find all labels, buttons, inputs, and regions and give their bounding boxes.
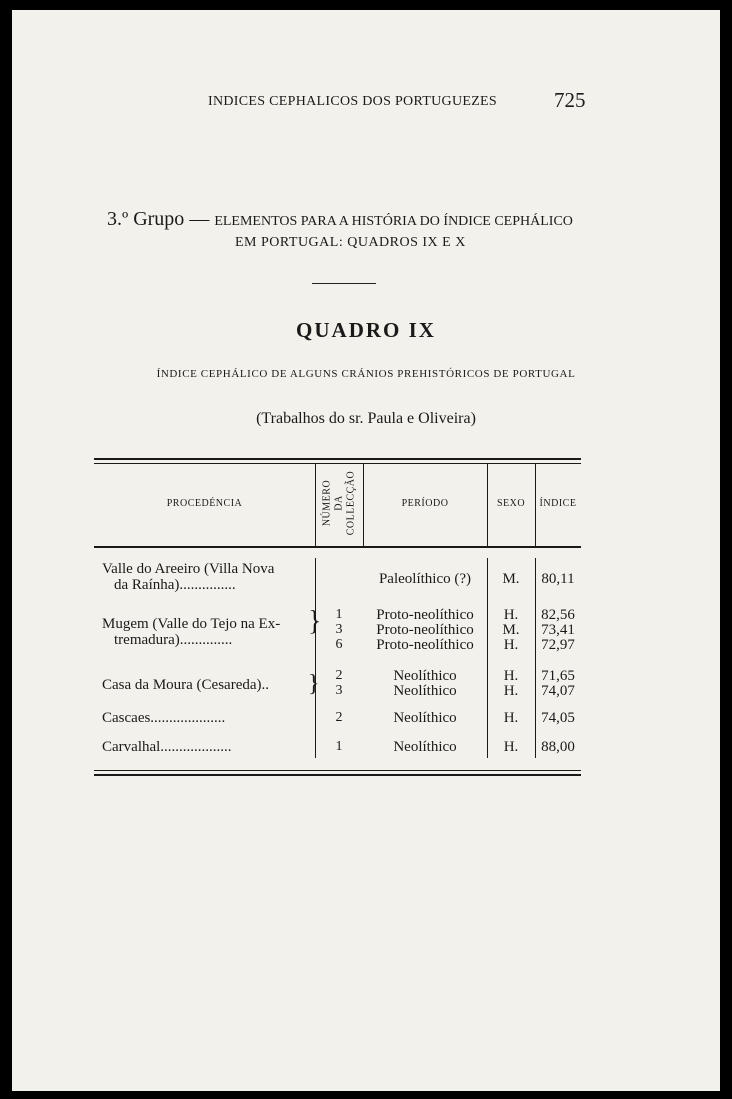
row-2b-indice: 73,41 bbox=[541, 622, 575, 638]
row-4-numero: 2 bbox=[335, 710, 343, 725]
row-3b-periodo: Neolíthico bbox=[393, 683, 457, 699]
row-2b-numero: 3 bbox=[335, 622, 343, 637]
row-3b-numero: 3 bbox=[335, 683, 343, 698]
header-procedencia: PROCEDÉNCIA bbox=[166, 498, 243, 509]
row-3a-indice: 71,65 bbox=[541, 668, 575, 684]
row-2-procedencia-1: Mugem (Valle do Tejo na Ex- bbox=[102, 616, 281, 632]
group-lead: 3.º Grupo bbox=[107, 208, 185, 230]
page-number: 725 bbox=[554, 88, 586, 112]
row-2b-sexo: M. bbox=[502, 622, 520, 638]
row-2c-numero: 6 bbox=[335, 637, 343, 652]
row-2-brace: } bbox=[308, 606, 322, 637]
quadro-title: QUADRO IX bbox=[296, 318, 436, 342]
group-heading-line2: EM PORTUGAL: QUADROS IX E X bbox=[235, 235, 466, 250]
header-numero: NÚMERO DA COLLECÇÃO bbox=[321, 470, 356, 536]
row-3b-sexo: H. bbox=[503, 683, 519, 699]
col-divider-1 bbox=[315, 558, 316, 758]
row-2c-periodo: Proto-neolíthico bbox=[376, 637, 474, 653]
row-2a-periodo: Proto-neolíthico bbox=[376, 607, 474, 623]
row-5-sexo: H. bbox=[503, 739, 519, 755]
row-5-procedencia: Carvalhal................... bbox=[102, 739, 232, 755]
row-4-sexo: H. bbox=[503, 710, 519, 726]
header-indice: ÍNDICE bbox=[539, 498, 577, 509]
row-4-indice: 74,05 bbox=[541, 710, 575, 726]
row-2a-indice: 82,56 bbox=[541, 607, 575, 623]
index-table bbox=[94, 458, 581, 780]
section-divider bbox=[312, 283, 376, 284]
book-page bbox=[12, 10, 720, 1091]
quadro-credit: (Trabalhos do sr. Paula e Oliveira) bbox=[256, 410, 476, 427]
row-1-indice: 80,11 bbox=[541, 571, 575, 587]
row-1-procedencia-2: da Raínha)............... bbox=[114, 577, 236, 593]
header-periodo: PERÍODO bbox=[401, 498, 449, 509]
row-5-indice: 88,00 bbox=[541, 739, 575, 755]
running-title: INDICES CEPHALICOS DOS PORTUGUEZES bbox=[208, 94, 497, 109]
row-2b-periodo: Proto-neolíthico bbox=[376, 622, 474, 638]
header-numero-cell bbox=[315, 464, 363, 542]
col-divider-4 bbox=[535, 558, 536, 758]
row-1-sexo: M. bbox=[502, 571, 520, 587]
row-3a-sexo: H. bbox=[503, 668, 519, 684]
row-5-numero: 1 bbox=[335, 739, 343, 754]
col-divider-3 bbox=[487, 558, 488, 758]
row-2c-sexo: H. bbox=[503, 637, 519, 653]
row-1-procedencia-1: Valle do Areeiro (Villa Nova bbox=[102, 561, 275, 577]
page-header bbox=[12, 88, 720, 116]
table-bottom-rule bbox=[94, 774, 581, 776]
row-3-procedencia: Casa da Moura (Cesareda).. bbox=[102, 677, 270, 693]
header-sexo: SEXO bbox=[496, 498, 526, 509]
row-3-brace: } bbox=[308, 671, 320, 697]
group-heading-line1: ELEMENTOS PARA A HISTÓRIA DO ÍNDICE CEPHÁLICO bbox=[214, 214, 573, 229]
group-heading bbox=[107, 208, 607, 251]
row-2a-sexo: H. bbox=[503, 607, 519, 623]
row-3a-periodo: Neolíthico bbox=[393, 668, 457, 684]
row-4-periodo: Neolíthico bbox=[393, 710, 457, 726]
table-bottom-rule-thin bbox=[94, 770, 581, 771]
row-4-procedencia: Cascaes.................... bbox=[102, 710, 226, 726]
quadro-subtitle: ÍNDICE CEPHÁLICO DE ALGUNS CRÁNIOS PREHISTÓRICOS DE PORTUGAL bbox=[156, 368, 576, 380]
row-2c-indice: 72,97 bbox=[541, 637, 575, 653]
row-5-periodo: Neolíthico bbox=[393, 739, 457, 755]
row-3b-indice: 74,07 bbox=[541, 683, 575, 699]
row-2a-numero: 1 bbox=[335, 607, 343, 622]
header-bottom-rule bbox=[94, 546, 581, 548]
row-3a-numero: 2 bbox=[335, 668, 343, 683]
table-top-rule bbox=[94, 458, 581, 460]
row-2-procedencia-2: tremadura).............. bbox=[114, 632, 233, 648]
row-1-periodo: Paleolíthico (?) bbox=[378, 571, 472, 587]
group-dash: — bbox=[184, 208, 215, 230]
